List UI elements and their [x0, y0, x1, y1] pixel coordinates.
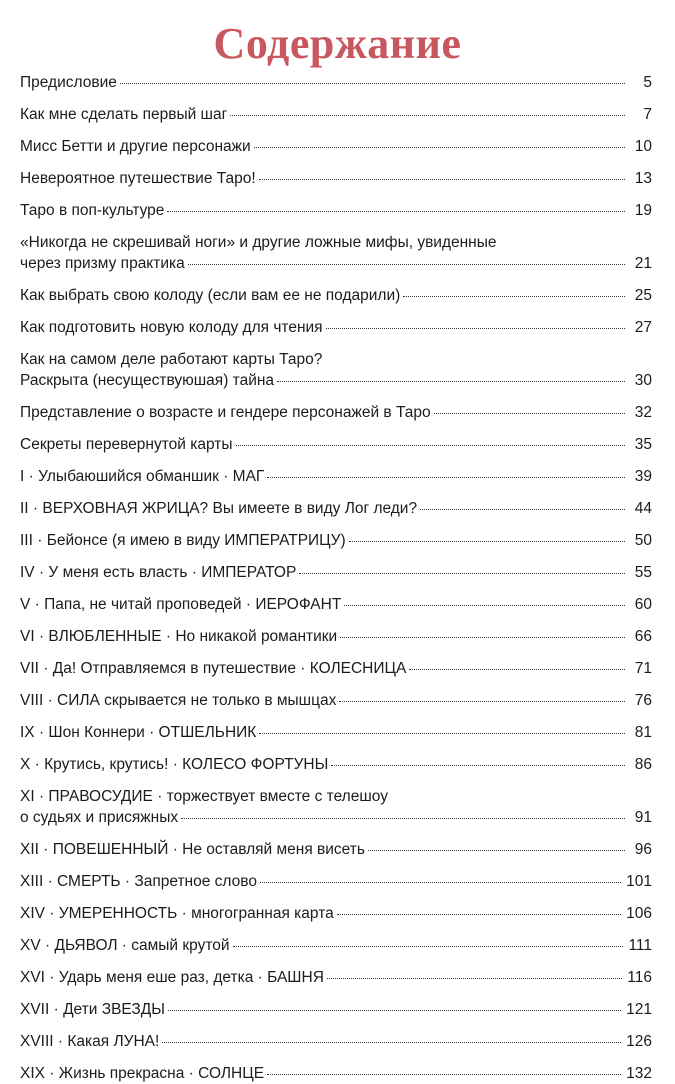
toc-entry-title: XII · ПОВЕШЕННЫЙ · Не оставляй меня висеть [20, 841, 365, 858]
dot-leader [340, 637, 625, 638]
toc-page-number: 60 [634, 596, 652, 613]
toc-page-number: 35 [634, 436, 652, 453]
dot-leader [434, 413, 625, 414]
dot-leader [344, 605, 625, 606]
dot-leader [162, 1042, 621, 1043]
toc-page-number: 19 [634, 202, 652, 219]
toc-entry [20, 658, 652, 679]
toc-entry [20, 498, 652, 519]
toc-page-number: 86 [634, 756, 652, 773]
toc-entry-line [20, 104, 652, 125]
toc-entry-line [20, 232, 652, 253]
toc-entry-title: Мисс Бетти и другие персонажи [20, 138, 251, 155]
toc-entry-line [20, 1031, 652, 1052]
toc-entry [20, 530, 652, 551]
toc-page-number: 7 [643, 106, 652, 123]
table-of-contents [20, 72, 652, 1084]
toc-entry-title: XVI · Ударь меня еше раз, детка · БАШНЯ [20, 969, 324, 986]
toc-page-number: 13 [634, 170, 652, 187]
dot-leader [420, 509, 625, 510]
dot-leader [368, 850, 625, 851]
toc-entry-line [20, 253, 652, 274]
toc-entry [20, 839, 652, 860]
dot-leader [337, 914, 621, 915]
toc-entry-title: Как мне сделать первый шаг [20, 106, 228, 123]
toc-entry-title: Предисловие [20, 74, 117, 91]
toc-entry-title: XVIII · Какая ЛУНА! [20, 1033, 160, 1050]
dot-leader [233, 946, 624, 947]
toc-entry-line [20, 317, 652, 338]
dot-leader [277, 381, 625, 382]
dot-leader [181, 818, 625, 819]
toc-page-number: 50 [634, 532, 652, 549]
toc-entry-title: Раскрыта (несуществуюшая) тайна [20, 372, 275, 389]
toc-page-number: 44 [634, 500, 652, 517]
toc-entry-line [20, 967, 652, 988]
dot-leader [168, 1010, 621, 1011]
toc-entry-line [20, 370, 652, 391]
toc-page-number: 132 [626, 1065, 652, 1082]
toc-page-number: 81 [634, 724, 652, 741]
toc-page-number: 55 [634, 564, 652, 581]
toc-entry-line [20, 200, 652, 221]
toc-entry-title: III · Бейонсе (я имею в виду ИМПЕРАТРИЦУ) [20, 532, 346, 549]
toc-entry [20, 786, 652, 828]
toc-entry-title: Невероятное путешествие Таро! [20, 170, 256, 187]
dot-leader [327, 978, 622, 979]
toc-entry [20, 349, 652, 391]
dot-leader [331, 765, 625, 766]
toc-entry-line [20, 434, 652, 455]
toc-entry-title: IV · У меня есть власть · ИМПЕРАТОР [20, 564, 297, 581]
toc-entry [20, 434, 652, 455]
toc-page-number: 10 [634, 138, 652, 155]
toc-entry-title: Как выбрать свою колоду (если вам ее не подарили) [20, 287, 401, 304]
toc-entry-line [20, 530, 652, 551]
dot-leader [259, 179, 625, 180]
toc-entry [20, 232, 652, 274]
dot-leader [230, 115, 625, 116]
toc-entry-title: «Никогда не скрешивай ноги» и другие ложные мифы, увиденные [20, 234, 497, 251]
toc-entry [20, 168, 652, 189]
dot-leader [236, 445, 625, 446]
toc-entry-line [20, 626, 652, 647]
toc-entry-title: Секреты перевернутой карты [20, 436, 233, 453]
toc-entry-title: VI · ВЛЮБЛЕННЫЕ · Но никакой романтики [20, 628, 338, 645]
toc-entry-title: V · Папа, не читай проповедей · ИЕРОФАНТ [20, 596, 342, 613]
toc-entry-line [20, 807, 652, 828]
toc-entry-title: Представление о возрасте и гендере персонажей в Таро [20, 404, 431, 421]
toc-entry [20, 1063, 652, 1084]
toc-entry [20, 999, 652, 1020]
toc-entry [20, 690, 652, 711]
dot-leader [254, 147, 625, 148]
toc-entry-line [20, 658, 652, 679]
toc-entry-line [20, 690, 652, 711]
toc-entry [20, 104, 652, 125]
toc-page-number: 76 [634, 692, 652, 709]
toc-entry-title: XIII · СМЕРТЬ · Запретное слово [20, 873, 257, 890]
toc-page-number: 5 [643, 74, 652, 91]
toc-entry [20, 626, 652, 647]
toc-page-number: 30 [634, 372, 652, 389]
dot-leader [339, 701, 625, 702]
toc-page-number: 116 [627, 969, 652, 986]
toc-entry-title: Таро в поп-культуре [20, 202, 165, 219]
dot-leader [326, 328, 625, 329]
toc-entry [20, 967, 652, 988]
dot-leader [167, 211, 625, 212]
toc-entry-title: о судьях и присяжных [20, 809, 179, 826]
dot-leader [188, 264, 625, 265]
toc-entry [20, 594, 652, 615]
toc-entry [20, 903, 652, 924]
dot-leader [259, 733, 625, 734]
dot-leader [349, 541, 625, 542]
toc-page-number: 96 [634, 841, 652, 858]
toc-page-number: 111 [628, 937, 652, 954]
dot-leader [260, 882, 621, 883]
toc-entry [20, 562, 652, 583]
dot-leader [409, 669, 625, 670]
toc-page-number: 106 [626, 905, 652, 922]
toc-page-number: 39 [634, 468, 652, 485]
toc-entry-title: VII · Да! Отправляемся в путешествие · КОЛЕСНИЦА [20, 660, 407, 677]
dot-leader [299, 573, 625, 574]
toc-entry-title: VIII · СИЛА скрывается не только в мышцах [20, 692, 337, 709]
toc-entry [20, 722, 652, 743]
toc-entry-title: XIV · УМЕРЕННОСТЬ · многогранная карта [20, 905, 334, 922]
toc-entry-line [20, 786, 652, 807]
toc-entry [20, 402, 652, 423]
toc-entry-line [20, 136, 652, 157]
toc-page-number: 25 [634, 287, 652, 304]
toc-page-number: 66 [634, 628, 652, 645]
toc-entry-line [20, 498, 652, 519]
toc-entry-line [20, 168, 652, 189]
toc-entry-line [20, 999, 652, 1020]
toc-entry-line [20, 285, 652, 306]
toc-entry [20, 200, 652, 221]
toc-entry [20, 754, 652, 775]
toc-entry [20, 285, 652, 306]
dot-leader [267, 477, 625, 478]
toc-page-number: 27 [634, 319, 652, 336]
toc-entry-title: II · ВЕРХОВНАЯ ЖРИЦА? Вы имеете в виду Лог леди? [20, 500, 418, 517]
toc-entry-line [20, 594, 652, 615]
toc-entry-line [20, 935, 652, 956]
toc-entry-line [20, 402, 652, 423]
toc-entry-line [20, 349, 652, 370]
toc-entry-title: XVII · Дети ЗВЕЗДЫ [20, 1001, 166, 1018]
toc-entry-title: X · Крутись, крутись! · КОЛЕСО ФОРТУНЫ [20, 756, 329, 773]
toc-entry [20, 466, 652, 487]
toc-entry-line [20, 903, 652, 924]
toc-entry-title: XI · ПРАВОСУДИЕ · торжествует вместе с телешоу [20, 788, 388, 805]
toc-page-number: 21 [634, 255, 652, 272]
toc-page-number: 121 [626, 1001, 652, 1018]
toc-entry [20, 871, 652, 892]
toc-entry-title: IX · Шон Коннери · ОТШЕЛЬНИК [20, 724, 257, 741]
toc-entry [20, 136, 652, 157]
toc-page-number: 101 [626, 873, 652, 890]
toc-entry-title: через призму практика [20, 255, 185, 272]
toc-entry-line [20, 466, 652, 487]
toc-entry-line [20, 562, 652, 583]
toc-entry-line [20, 722, 652, 743]
toc-entry-line [20, 72, 652, 93]
toc-entry [20, 317, 652, 338]
dot-leader [267, 1074, 621, 1075]
toc-page-number: 32 [634, 404, 652, 421]
toc-entry-line [20, 1063, 652, 1084]
toc-page-number: 91 [634, 809, 652, 826]
toc-entry-title: XV · ДЬЯВОЛ · самый крутой [20, 937, 230, 954]
toc-entry-line [20, 871, 652, 892]
toc-entry [20, 935, 652, 956]
page-title: Содержание [213, 19, 462, 68]
toc-entry-title: I · Улыбаюшийся обманшик · МАГ [20, 468, 265, 485]
dot-leader [403, 296, 625, 297]
toc-entry-line [20, 754, 652, 775]
toc-page-number: 126 [626, 1033, 652, 1050]
toc-entry-title: Как на самом деле работают карты Таро? [20, 351, 323, 368]
toc-entry-title: XIX · Жизнь прекрасна · СОЛНЦЕ [20, 1065, 265, 1082]
toc-entry-title: Как подготовить новую колоду для чтения [20, 319, 323, 336]
toc-entry [20, 72, 652, 93]
toc-entry-line [20, 839, 652, 860]
toc-entry [20, 1031, 652, 1052]
dot-leader [120, 83, 625, 84]
toc-page-number: 71 [634, 660, 652, 677]
